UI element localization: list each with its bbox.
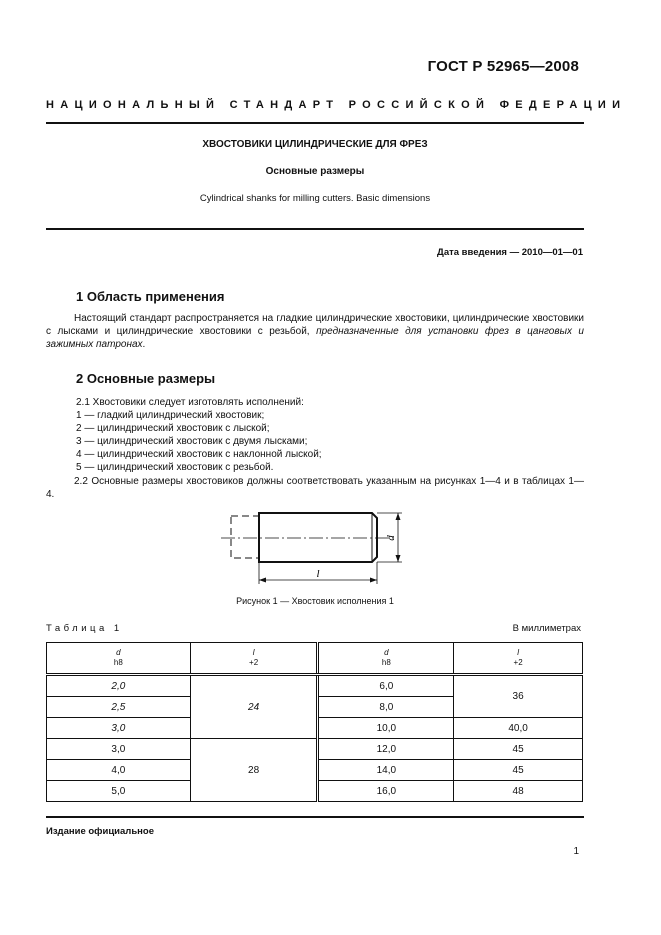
footer-rule	[46, 816, 584, 818]
figure-1-caption: Рисунок 1 — Хвостовик исполнения 1	[236, 596, 394, 606]
clause-2-2	[46, 475, 584, 501]
list-item: 2 — цилиндрический хвостовик с лыской;	[76, 423, 270, 434]
document-title-english: Cylindrical shanks for milling cutters. Basic dimensions	[199, 193, 431, 204]
table-cell: 4,0	[47, 760, 191, 781]
header-d-right	[318, 643, 454, 675]
header-d-left	[47, 643, 191, 675]
list-item: 5 — цилиндрический хвостовик с резьбой.	[76, 462, 274, 473]
list-item: 1 — гладкий цилиндрический хвостовик;	[76, 410, 265, 421]
table-cell: 28	[190, 739, 318, 802]
length-dimension-label: l	[316, 568, 320, 580]
list-item: 4 — цилиндрический хвостовик с наклонной лыской;	[76, 449, 322, 460]
header-symbol: d	[116, 648, 121, 657]
table-cell: 3,0	[47, 739, 191, 760]
document-number: ГОСТ Р 52965—2008	[427, 58, 579, 75]
header-symbol: l	[517, 648, 519, 657]
page-number: 1	[573, 846, 579, 857]
table-cell: 3,0	[47, 718, 191, 739]
national-standard-heading: НАЦИОНАЛЬНЫЙ СТАНДАРТ РОССИЙСКОЙ ФЕДЕРАЦИИ	[46, 99, 627, 111]
table-cell: 36	[454, 675, 583, 718]
header-tolerance: +2	[513, 658, 523, 667]
table-cell: 6,0	[318, 675, 454, 697]
header-tolerance: h8	[381, 658, 391, 667]
table-cell: 45	[454, 760, 583, 781]
top-rule	[46, 122, 584, 124]
table-row	[47, 739, 583, 760]
section-1-text	[46, 312, 584, 351]
header-symbol: l	[252, 648, 255, 657]
table-1	[46, 642, 583, 802]
section-1-text-end: .	[142, 339, 146, 350]
table-cell: 5,0	[47, 781, 191, 802]
section-2-list	[76, 396, 322, 474]
header-l-left	[190, 643, 318, 675]
header-tolerance: h8	[113, 658, 123, 667]
table-label: Таблица 1	[46, 623, 123, 634]
section-1-text-italic: предназначенные для установки фрез в цанговых и зажимных патронах	[46, 326, 584, 350]
section-1-text-plain: Настоящий стандарт распространяется на гладкие цилиндрические хвостовики, цилиндрические хвостовики с лысками и цилиндрические хвостовики с резьбой,	[46, 313, 584, 337]
table-cell: 8,0	[318, 697, 454, 718]
table-row	[47, 675, 583, 697]
table-cell: 45	[454, 739, 583, 760]
figure-1-shank-drawing	[215, 506, 415, 588]
title-rule	[46, 228, 584, 230]
table-header-row	[47, 643, 583, 675]
table-cell: 24	[190, 675, 318, 739]
header-tolerance: +2	[249, 658, 259, 667]
table-cell: 16,0	[318, 781, 454, 802]
header-l-right	[454, 643, 583, 675]
document-subtitle: Основные размеры	[265, 166, 365, 177]
edition-note: Издание официальное	[46, 826, 154, 837]
table-cell: 12,0	[318, 739, 454, 760]
list-item: 3 — цилиндрический хвостовик с двумя лысками;	[76, 436, 308, 447]
clause-2-1: 2.1 Хвостовики следует изготовлять исполнений:	[76, 397, 304, 408]
diameter-dimension-label: d	[385, 535, 397, 541]
table-cell: 2,5	[47, 697, 191, 718]
clause-2-2-text: 2.2 Основные размеры хвостовиков должны соответствовать указанным на рисунках 1—4 и в таблицах 1—4.	[46, 476, 584, 500]
header-symbol: d	[384, 648, 389, 657]
table-cell: 40,0	[454, 718, 583, 739]
section-2-heading: 2 Основные размеры	[76, 371, 216, 386]
table-cell: 14,0	[318, 760, 454, 781]
introduction-date: Дата введения — 2010—01—01	[437, 247, 583, 258]
table-units: В миллиметрах	[512, 623, 581, 634]
section-1-heading: 1 Область применения	[76, 289, 225, 304]
table-cell: 2,0	[47, 675, 191, 697]
table-cell: 48	[454, 781, 583, 802]
document-title: ХВОСТОВИКИ ЦИЛИНДРИЧЕСКИЕ ДЛЯ ФРЕЗ	[202, 139, 428, 150]
table-cell: 10,0	[318, 718, 454, 739]
